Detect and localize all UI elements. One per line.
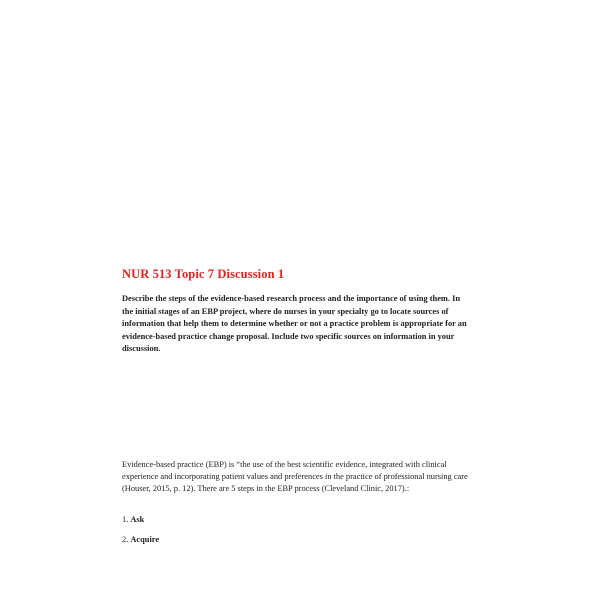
step-item-acquire	[122, 535, 159, 544]
step-item-ask	[122, 515, 144, 524]
step-label: Acquire	[130, 535, 160, 544]
step-number: 2.	[122, 535, 129, 544]
step-number: 1.	[122, 515, 129, 524]
document-title: NUR 513 Topic 7 Discussion 1	[122, 267, 285, 281]
answer-intro-paragraph: Evidence-based practice (EBP) is “the use of the best scientific evidence, integrated with clinical experience and incorporating patient values and preferences in the practice of professional nursing care (Houser, 2015, p. 12). There are 5 steps in the EBP process (Cleveland Clinic, 2017).:	[122, 460, 468, 493]
step-label: Ask	[130, 515, 145, 524]
discussion-prompt: Describe the steps of the evidence-based research process and the importance of using them. In the initial stages of an EBP project, where do nurses in your specialty go to locate sources of information that help them to determine whether or not a practice problem is appropriate for an evidence-based practice change proposal. Include two specific sources on information in your discussion.	[122, 294, 467, 354]
